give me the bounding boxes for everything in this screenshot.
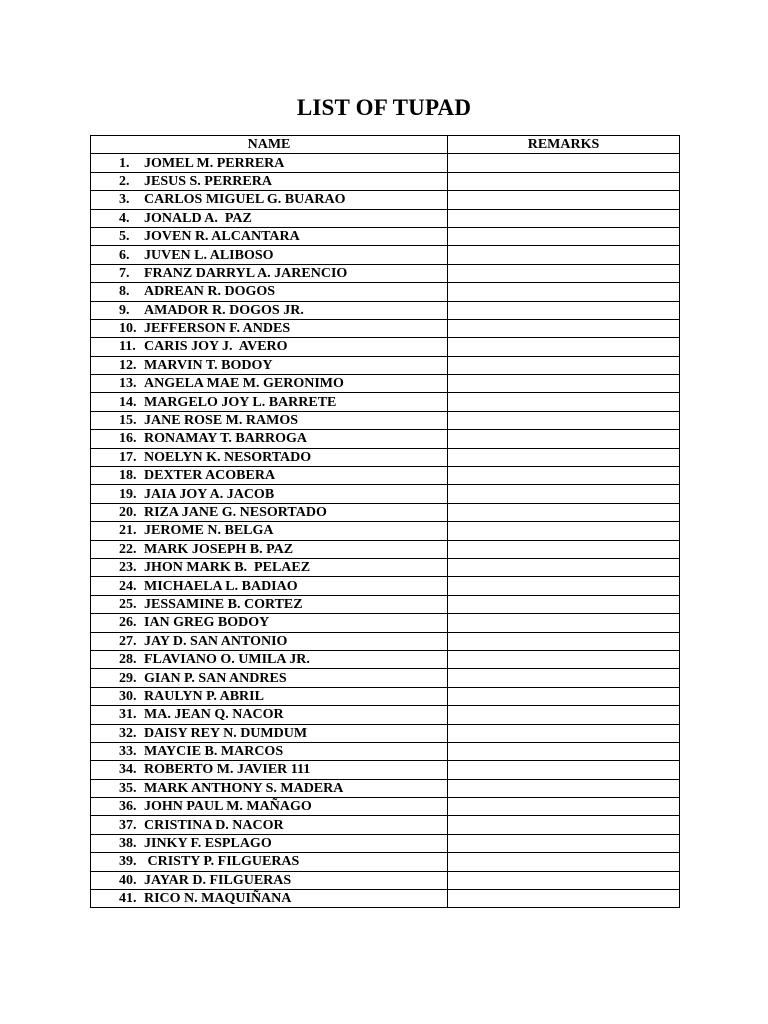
table-row	[91, 871, 680, 889]
row-number: 28.	[119, 652, 137, 668]
person-name: JINKY F. ESPLAGO	[144, 836, 272, 852]
row-number: 37.	[119, 817, 137, 833]
name-cell	[91, 779, 448, 797]
person-name: MARVIN T. BODOY	[144, 357, 273, 373]
table-row	[91, 209, 680, 227]
name-cell	[91, 448, 448, 466]
remarks-cell	[448, 798, 680, 816]
person-name: MAYCIE B. MARCOS	[144, 744, 284, 760]
row-number: 31.	[119, 707, 137, 723]
person-name: DEXTER ACOBERA	[144, 468, 276, 484]
name-cell	[91, 871, 448, 889]
name-cell	[91, 558, 448, 576]
person-name: RONAMAY T. BARROGA	[144, 431, 307, 447]
table-row	[91, 687, 680, 705]
table-row	[91, 191, 680, 209]
table-row	[91, 485, 680, 503]
name-cell	[91, 393, 448, 411]
person-name: IAN GREG BODOY	[144, 615, 270, 631]
remarks-cell	[448, 558, 680, 576]
row-number: 6.	[119, 247, 130, 263]
table-row	[91, 283, 680, 301]
table-row	[91, 540, 680, 558]
person-name: JANE ROSE M. RAMOS	[144, 413, 299, 429]
row-number: 3.	[119, 192, 130, 208]
row-number: 25.	[119, 596, 137, 612]
row-number: 14.	[119, 394, 137, 410]
person-name: ANGELA MAE M. GERONIMO	[144, 376, 344, 392]
remarks-cell	[448, 375, 680, 393]
table-row	[91, 522, 680, 540]
person-name: GIAN P. SAN ANDRES	[144, 670, 287, 686]
name-cell	[91, 356, 448, 374]
person-name: ADREAN R. DOGOS	[144, 284, 276, 300]
table-row	[91, 614, 680, 632]
person-name: RICO N. MAQUIÑANA	[144, 891, 292, 907]
name-cell	[91, 338, 448, 356]
row-number: 11.	[119, 339, 136, 355]
row-number: 27.	[119, 633, 137, 649]
remarks-cell	[448, 301, 680, 319]
table-row	[91, 375, 680, 393]
row-number: 4.	[119, 210, 130, 226]
person-name: JAIA JOY A. JACOB	[144, 486, 275, 502]
row-number: 41.	[119, 891, 137, 907]
table-row	[91, 669, 680, 687]
name-cell	[91, 742, 448, 760]
table-row	[91, 650, 680, 668]
remarks-cell	[448, 209, 680, 227]
remarks-cell	[448, 172, 680, 190]
row-number: 1.	[119, 155, 130, 171]
remarks-cell	[448, 448, 680, 466]
row-number: 20.	[119, 505, 137, 520]
remarks-cell	[448, 246, 680, 264]
table-row	[91, 779, 680, 797]
name-cell	[91, 430, 448, 448]
table-row	[91, 227, 680, 245]
row-number: 13.	[119, 376, 137, 392]
name-cell	[91, 890, 448, 908]
remarks-cell	[448, 283, 680, 301]
table-row	[91, 577, 680, 595]
row-number: 22.	[119, 541, 137, 557]
row-number: 26.	[119, 615, 137, 631]
name-cell	[91, 246, 448, 264]
remarks-cell	[448, 522, 680, 540]
table-row	[91, 154, 680, 172]
remarks-cell	[448, 687, 680, 705]
table-row	[91, 853, 680, 871]
table-row	[91, 172, 680, 190]
row-number: 18.	[119, 468, 137, 484]
remarks-cell	[448, 614, 680, 632]
table-body	[91, 154, 680, 908]
remarks-cell	[448, 503, 680, 521]
table-row	[91, 816, 680, 834]
table-row	[91, 411, 680, 429]
table-row	[91, 742, 680, 760]
person-name: NOELYN K. NESORTADO	[144, 449, 312, 465]
person-name: JONALD A. PAZ	[144, 210, 252, 226]
table-row	[91, 356, 680, 374]
tupad-table	[90, 135, 680, 908]
table-row	[91, 448, 680, 466]
table-row	[91, 301, 680, 319]
name-cell	[91, 761, 448, 779]
remarks-cell	[448, 779, 680, 797]
table-row	[91, 246, 680, 264]
table-row	[91, 338, 680, 356]
remarks-cell	[448, 227, 680, 245]
name-cell	[91, 485, 448, 503]
name-cell	[91, 798, 448, 816]
remarks-cell	[448, 742, 680, 760]
remarks-cell	[448, 393, 680, 411]
name-column-header: NAME	[91, 136, 448, 154]
name-cell	[91, 467, 448, 485]
name-cell	[91, 172, 448, 190]
name-cell	[91, 632, 448, 650]
row-number: 36.	[119, 799, 137, 815]
person-name: MA. JEAN Q. NACOR	[144, 707, 284, 723]
name-cell	[91, 650, 448, 668]
row-number: 30.	[119, 688, 137, 704]
table-row	[91, 319, 680, 337]
remarks-cell	[448, 467, 680, 485]
person-name: MARK ANTHONY S. MADERA	[144, 780, 344, 796]
row-number: 29.	[119, 670, 137, 686]
remarks-cell	[448, 319, 680, 337]
table-row	[91, 595, 680, 613]
row-number: 7.	[119, 265, 130, 281]
table-row	[91, 761, 680, 779]
remarks-cell	[448, 761, 680, 779]
person-name: ROBERTO M. JAVIER 111	[144, 762, 311, 778]
row-number: 12.	[119, 357, 137, 373]
name-cell	[91, 319, 448, 337]
remarks-cell	[448, 485, 680, 503]
name-cell	[91, 614, 448, 632]
remarks-cell	[448, 595, 680, 613]
remarks-cell	[448, 834, 680, 852]
remarks-cell	[448, 650, 680, 668]
row-number: 2.	[119, 173, 130, 189]
row-number: 10.	[119, 321, 137, 337]
remarks-cell	[448, 154, 680, 172]
name-cell	[91, 687, 448, 705]
name-cell	[91, 706, 448, 724]
name-cell	[91, 577, 448, 595]
remarks-cell	[448, 356, 680, 374]
person-name: JOMEL M. PERRERA	[144, 155, 285, 171]
row-number: 33.	[119, 744, 137, 760]
table-row	[91, 264, 680, 282]
row-number: 38.	[119, 836, 137, 852]
table-row	[91, 798, 680, 816]
table-row	[91, 706, 680, 724]
name-cell	[91, 283, 448, 301]
name-cell	[91, 816, 448, 834]
name-cell	[91, 724, 448, 742]
remarks-cell	[448, 706, 680, 724]
table-row	[91, 834, 680, 852]
name-cell	[91, 301, 448, 319]
remarks-cell	[448, 632, 680, 650]
person-name: JEFFERSON F. ANDES	[144, 321, 291, 337]
remarks-cell	[448, 540, 680, 558]
name-cell	[91, 540, 448, 558]
person-name: FRANZ DARRYL A. JARENCIO	[144, 265, 348, 281]
table-row	[91, 503, 680, 521]
person-name: AMADOR R. DOGOS JR.	[144, 302, 304, 318]
row-number: 8.	[119, 284, 130, 300]
row-number: 40.	[119, 872, 137, 888]
name-cell	[91, 191, 448, 209]
remarks-cell	[448, 890, 680, 908]
table-row	[91, 632, 680, 650]
name-cell	[91, 375, 448, 393]
row-number: 21.	[119, 523, 137, 539]
person-name: JESUS S. PERRERA	[144, 173, 272, 189]
person-name: MARGELO JOY L. BARRETE	[144, 394, 337, 410]
row-number: 39.	[119, 854, 137, 870]
remarks-cell	[448, 264, 680, 282]
person-name: FLAVIANO O. UMILA JR.	[144, 652, 310, 668]
row-number: 16.	[119, 431, 137, 447]
person-name: JESSAMINE B. CORTEZ	[144, 596, 303, 612]
name-cell	[91, 209, 448, 227]
person-name: CRISTY P. FILGUERAS	[144, 854, 300, 870]
person-name: JAYAR D. FILGUERAS	[144, 872, 292, 888]
person-name: JOHN PAUL M. MAÑAGO	[144, 799, 312, 815]
remarks-cell	[448, 669, 680, 687]
name-cell	[91, 669, 448, 687]
person-name: JOVEN R. ALCANTARA	[144, 229, 300, 245]
person-name: RAULYN P. ABRIL	[144, 688, 264, 704]
person-name: CARLOS MIGUEL G. BUARAO	[144, 192, 346, 208]
remarks-cell	[448, 816, 680, 834]
remarks-cell	[448, 411, 680, 429]
name-cell	[91, 522, 448, 540]
person-name: CARIS JOY J. AVERO	[144, 339, 288, 355]
row-number: 15.	[119, 413, 137, 429]
name-cell	[91, 595, 448, 613]
person-name: JAY D. SAN ANTONIO	[144, 633, 288, 649]
remarks-cell	[448, 577, 680, 595]
remarks-cell	[448, 724, 680, 742]
row-number: 24.	[119, 578, 137, 594]
row-number: 34.	[119, 762, 137, 778]
person-name: MARK JOSEPH B. PAZ	[144, 541, 294, 557]
name-cell	[91, 853, 448, 871]
row-number: 23.	[119, 560, 137, 576]
row-number: 9.	[119, 302, 130, 318]
name-cell	[91, 264, 448, 282]
person-name: JHON MARK B. PELAEZ	[144, 560, 311, 576]
row-number: 32.	[119, 725, 137, 741]
person-name: RIZA JANE G. NESORTADO	[144, 505, 327, 520]
row-number: 19.	[119, 486, 137, 502]
name-cell	[91, 154, 448, 172]
row-number: 35.	[119, 780, 137, 796]
name-cell	[91, 411, 448, 429]
person-name: CRISTINA D. NACOR	[144, 817, 284, 833]
table-row	[91, 393, 680, 411]
remarks-cell	[448, 191, 680, 209]
table-row	[91, 467, 680, 485]
table-row	[91, 890, 680, 908]
table-row	[91, 430, 680, 448]
table-row	[91, 724, 680, 742]
row-number: 5.	[119, 229, 130, 245]
remarks-column-header: REMARKS	[448, 136, 680, 154]
name-cell	[91, 227, 448, 245]
remarks-cell	[448, 338, 680, 356]
person-name: MICHAELA L. BADIAO	[144, 578, 298, 594]
table-row	[91, 558, 680, 576]
table-header-row	[91, 136, 680, 154]
person-name: JUVEN L. ALIBOSO	[144, 247, 274, 263]
name-cell	[91, 834, 448, 852]
person-name: DAISY REY N. DUMDUM	[144, 725, 308, 741]
remarks-cell	[448, 430, 680, 448]
remarks-cell	[448, 871, 680, 889]
remarks-cell	[448, 853, 680, 871]
page-title: LIST OF TUPAD	[296, 95, 472, 120]
name-cell	[91, 503, 448, 521]
person-name: JEROME N. BELGA	[144, 523, 274, 539]
row-number: 17.	[119, 449, 137, 465]
